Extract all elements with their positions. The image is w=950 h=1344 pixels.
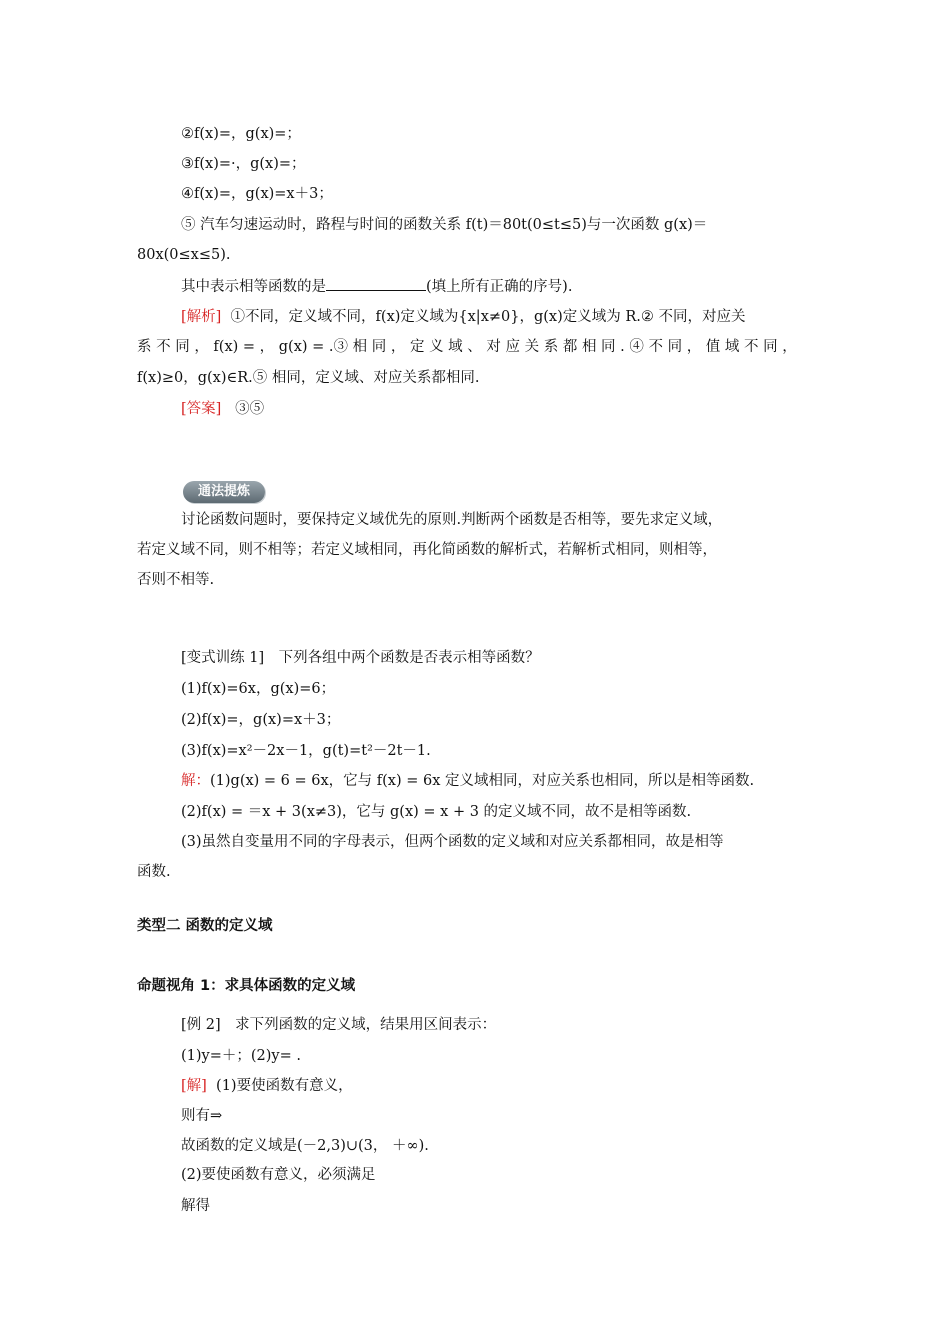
analysis-label: [解析]: [181, 309, 222, 325]
condition-item-2: ②f(x)=，g(x)=；: [181, 126, 301, 142]
example-solution-line-5: 解得: [181, 1198, 210, 1214]
exercise-item-1: (1)f(x)=6x，g(x)=6；: [181, 681, 336, 697]
question-text: 其中表示相等函数的是: [181, 279, 326, 295]
exercise-item-3: (3)f(x)=x²－2x－1，g(t)=t²－2t－1.: [181, 743, 431, 759]
method-line-2: 若定义域不同，则不相等；若定义域相同，再化简函数的解析式，若解析式相同，则相等，: [137, 542, 717, 558]
question-line: [181, 276, 821, 297]
subsection-heading: 命题视角 1：求具体函数的定义域: [137, 978, 356, 994]
example-title: [例 2] 求下列函数的定义域，结果用区间表示：: [181, 1017, 497, 1033]
answer-blank: [326, 276, 426, 291]
condition-item-5: ⑤ 汽车匀速运动时，路程与时间的函数关系 f(t)＝80t(0≤t≤5)与一次函数 g(x)＝: [181, 217, 708, 233]
answer-line: [181, 399, 821, 419]
exercise-item-2: (2)f(x)=，g(x)=x＋3；: [181, 712, 341, 728]
answer-label: [答案]: [181, 401, 222, 417]
analysis-text-1: ①不同，定义域不同，f(x)定义域为{x|x≠0}，g(x)定义域为 R.② 不同，对应关: [230, 309, 746, 325]
solution-line-4: 函数.: [137, 864, 171, 880]
solution-line-1: [181, 771, 821, 791]
condition-item-4: ④f(x)=，g(x)=x＋3；: [181, 186, 333, 202]
solution-text-1: (1)g(x) = 6 = 6x，它与 f(x) = 6x 定义域相同，对应关系也相同，所以是相等函数.: [210, 773, 755, 789]
example-solution-text-1: (1)要使函数有意义，: [216, 1078, 353, 1094]
question-hint: (填上所有正确的序号).: [426, 279, 573, 295]
solution-line-3: (3)虽然自变量用不同的字母表示，但两个函数的定义域和对应关系都相同，故是相等: [181, 834, 724, 850]
method-line-1: 讨论函数问题时，要保持定义域优先的原则.判断两个函数是否相等，要先求定义域，: [181, 512, 723, 528]
answer-text: ③⑤: [235, 401, 265, 417]
example-solution-label: [解]: [181, 1078, 207, 1094]
exercise-title: [变式训练 1] 下列各组中两个函数是否表示相等函数？: [181, 650, 540, 666]
example-solution-line-4: (2)要使函数有意义，必须满足: [181, 1167, 376, 1183]
example-solution-line-2: 则有⇒: [181, 1108, 223, 1124]
condition-item-3: ③f(x)=·，g(x)=；: [181, 156, 306, 172]
example-items: (1)y=＋；(2)y= .: [181, 1048, 301, 1064]
analysis-line-1: [181, 307, 821, 327]
section-heading: 类型二 函数的定义域: [137, 918, 273, 934]
condition-item-5-cont: 80x(0≤x≤5).: [137, 247, 231, 263]
example-solution-line-1: [181, 1076, 821, 1096]
solution-line-2: (2)f(x) = ＝x + 3(x≠3)，它与 g(x) = x + 3 的定义域不同，故不是相等函数.: [181, 804, 692, 820]
example-solution-line-3: 故函数的定义域是(－2,3)∪(3， ＋∞).: [181, 1138, 429, 1154]
method-summary-badge: 通法提炼: [183, 481, 265, 503]
analysis-line-2: 系 不 同 ， f(x) = ， g(x) = .③ 相 同 ， 定 义 域 、 对 应 关 系 都 相 同 . ④ 不 同 ， 值 域 不 同 ，: [137, 339, 797, 355]
solution-label: 解：: [181, 773, 210, 789]
method-line-3: 否则不相等.: [137, 572, 215, 588]
analysis-line-3: f(x)≥0，g(x)∈R.⑤ 相同，定义域、对应关系都相同.: [137, 370, 480, 386]
